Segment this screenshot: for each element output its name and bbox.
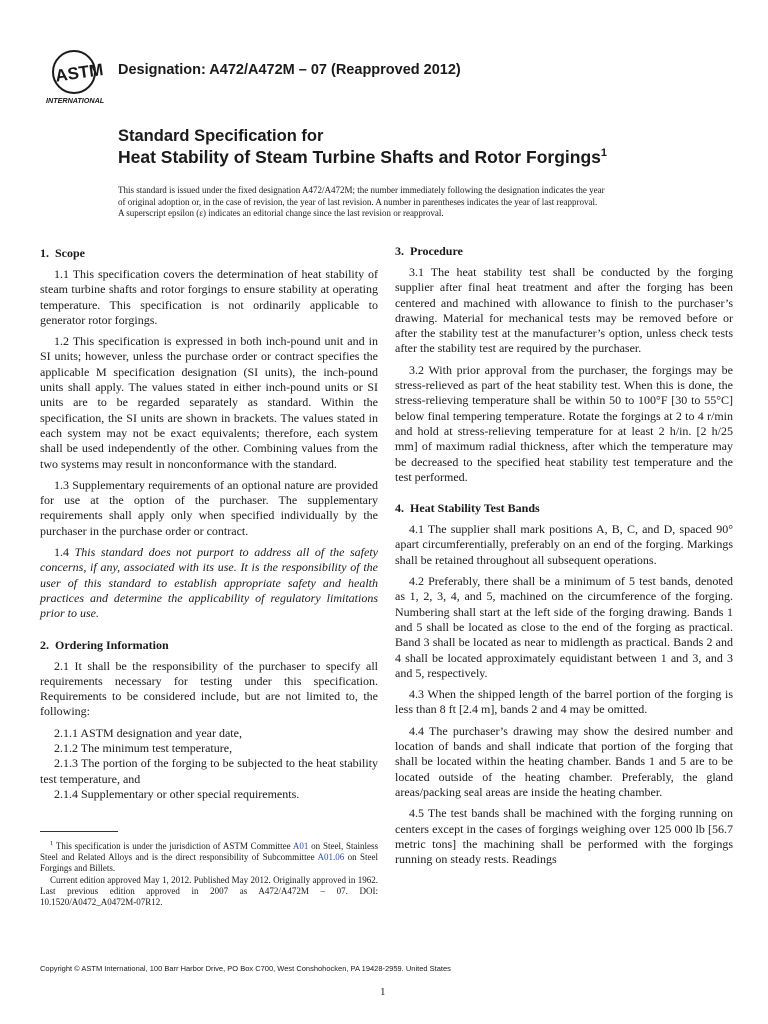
paragraph-number: 1.4 [54,545,69,560]
section-title: Scope [55,246,85,260]
list-item: 2.1.4 Supplementary or other special requirements. [54,786,300,801]
footnote-text: This specification is under the jurisdiction of ASTM Committee [55,841,293,851]
safety-caveat: This standard does not purport to address all of the safety concerns, if any, associated with its use. It is the responsibility of the user of this standard to establish appropriate safety and health practices and determine the applicability of regulatory limitations prior to use. [40,545,379,621]
footnote-mark: 1 [50,840,54,847]
footnote-divider [40,831,118,832]
notice-line: of original adoption or, in the case of revision, the year of last revision. A number in parentheses indicates the year of last reapproval. [118,196,598,207]
paragraph-4-3: 4.3 When the shipped length of the barrel portion of the forging is less than 8 ft [2.4 m], bands 2 and 4 may be omitted. [395,687,733,717]
document-title [118,126,607,168]
astm-logo-icon [44,48,112,106]
standard-notice [118,185,658,220]
section-number: 1. [40,246,49,260]
paragraph-4-5: 4.5 The test bands shall be machined with the forging running on centers except in the cases of forgings weighing over 125 000 lb [56.7 metric tons] the machining shall be performed with the forgings running on steady rests. Readings [395,806,733,867]
paragraph-2-1: 2.1 It shall be the responsibility of the purchaser to specify all requirements necessary for testing under this specification. Requirements to be considered include, but are not limited to, the following: [40,658,378,719]
footnotes [40,838,378,908]
left-column [40,246,378,802]
section-heading-ordering [40,638,378,653]
section-number: 3. [395,244,404,258]
committee-link[interactable]: A01 [292,841,309,851]
paragraph-4-2: 4.2 Preferably, there shall be a minimum of 5 test bands, denoted as 1, 2, 3, 4, and 5, machined on the circumference of the forging. Numbering shall start at the left side of the forging drawing. Bands 1 and 5 shall be located as close to the end of the forging as practical. Band 3 shall be located as near to midlength as practical. Bands 2 and 4 shall be located approximately equidistant between 1 and 3, and 3 and 5, respectively. [395,574,733,680]
section-heading-bands [395,501,733,516]
paragraph-4-4: 4.4 The purchaser’s drawing may show the desired number and location of bands and shall indicate that portion of the forging that shall be located within the heating chamber. Bands 1 and 5 are to be located outside of the heating chamber. Preferably, the gland areas/packing seal areas are inside the heating chamber. [395,723,733,799]
list-item: 2.1.1 ASTM designation and year date, [54,725,242,740]
footnote-edition: Current edition approved May 1, 2012. Published May 2012. Originally approved in 1962. Last previous edition approved in 2007 as A472/A472M – 07. DOI: 10.1520/A0472_A0472M-07R12. [40,874,378,908]
footnote-1 [40,838,378,875]
title-footnote-mark: 1 [600,147,608,160]
notice-line: This standard is issued under the fixed designation A472/A472M; the number immediately following the designation indicates the year [118,185,605,195]
notice-line: A superscript epsilon (ε) indicates an editorial change since the last revision or reapproval. [118,208,444,218]
section-heading-procedure [395,244,733,259]
section-number: 2. [40,637,49,652]
page-number: 1 [380,986,386,998]
paragraph-1-1: 1.1 This specification covers the determination of heat stability of steam turbine shafts and rotor forgings to ensure stability at operating temperature. This specification is not ordinarily applicable to generator rotor forgings. [40,267,378,327]
paragraph-1-4 [40,545,378,621]
right-column [395,244,733,873]
title-line-1: Standard Specification for [118,127,324,145]
list-item: 2.1.3 The portion of the forging to be subjected to the heat stability test temperature, and [40,756,378,786]
footnote-text: on Steel Forgings and Billets. [40,852,378,874]
list-item: 2.1.2 The minimum test temperature, [54,741,233,756]
copyright-line: Copyright © ASTM International, 100 Barr Harbor Drive, PO Box C700, West Conshohocken, PA 19428-2959. United States [40,964,451,973]
title-main-text: Heat Stability of Steam Turbine Shafts and Rotor Forgings [118,147,601,167]
footnote-text: on Steel, Stainless Steel and Related Alloys and is the direct responsibility of Subcommittee [40,841,378,863]
paragraph-1-2: 1.2 This specification is expressed in both inch-pound unit and in SI units; however, unless the purchase order or contract specifies the applicable M specification designation (SI units), the inch-pound units shall apply. The values stated in either inch-pound units or SI units are to be regarded separately as standard. Within the specification, the SI units are shown in brackets. The values stated in each system may not be exact equivalents; therefore, each system shall be used independently of the other. Combining values from the two systems may result in nonconformance with the standard. [40,334,378,471]
svg-text:INTERNATIONAL: INTERNATIONAL [46,96,105,105]
section-heading-scope [40,246,378,261]
title-line-2 [118,146,607,168]
paragraph-1-3: 1.3 Supplementary requirements of an optional nature are provided for use at the option of the purchaser. The supplementary requirements shall apply only when specified individually by the purchaser in the purchase order or contract. [40,477,378,538]
subcommittee-link[interactable]: A01.06 [317,852,345,863]
section-number: 4. [395,501,404,516]
paragraph-3-2: 3.2 With prior approval from the purchaser, the forgings may be stress-relieved as part of the heat stability test. When this is done, the stress-relieving temperature shall be within 50 to 100°F [30 to 55°C] below final tempering temperature. Rotate the forgings at 2 to 4 r/min and hold at stress-relieving temperature for at least 2 h/in. [2 h/25 mm] of maximum radial thickness, after which the temperature may be decreased to the specified heat stability test temperature and the test performed. [395,362,733,484]
section-title: Heat Stability Test Bands [410,501,540,516]
section-title: Ordering Information [55,637,169,652]
svg-text:ASTM: ASTM [54,60,105,86]
paragraph-4-1: 4.1 The supplier shall mark positions A, B, C, and D, spaced 90° apart circumferentially, preferably on an end of the forging. Markings shall be retained throughout all subsequent operations. [395,522,733,567]
paragraph-3-1: 3.1 The heat stability test shall be conducted by the forging supplier after final heat treatment and after the forging has been centered and machined with allowance to finish to the purchaser’s drawing. Material for mechanical tests may be removed before or after the stability test at the manufacturer’s option, unless check tests after the stability test are required by the purchaser. [395,265,733,356]
section-title: Procedure [410,244,463,258]
designation: Designation: A472/A472M – 07 (Reapproved 2012) [118,62,461,78]
